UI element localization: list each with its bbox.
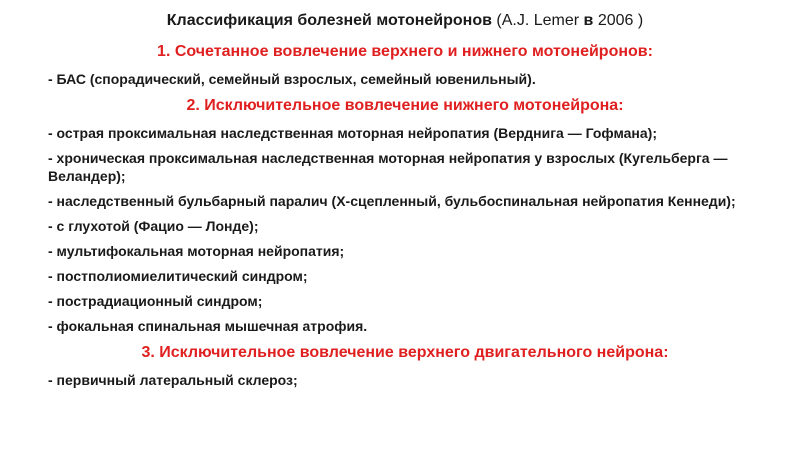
list-item: - первичный латеральный склероз; — [48, 372, 298, 388]
section-heading-1: 1. Сочетанное вовлечение верхнего и нижнего мотонейронов: — [157, 43, 653, 60]
list-item: - наследственный бульбарный паралич (Х-сцепленный, бульбоспинальная нейропатия Кеннеди); — [48, 193, 736, 209]
list-item: - фокальная спинальная мышечная атрофия. — [48, 318, 368, 334]
list-item: - постполиомиелитический синдром; — [48, 268, 308, 284]
title-main: Классификация болезней мотонейронов — [166, 12, 492, 29]
list-item: - с глухотой (Фацио — Лонде); — [48, 218, 259, 234]
section-heading-2: 2. Исключительное вовлечение нижнего мотонейрона: — [186, 97, 624, 114]
list-item: - БАС (спорадический, семейный взрослых, семейный ювенильный). — [48, 71, 536, 87]
list-item: - острая проксимальная наследственная моторная нейропатия (Верднига — Гофмана); — [48, 125, 657, 141]
title-in: в — [583, 12, 594, 29]
title-author: (A.J. Lemer — [496, 12, 580, 29]
section-heading-3: 3. Исключительное вовлечение верхнего двигательного нейрона: — [141, 344, 669, 361]
slide-title — [48, 10, 762, 32]
list-item: - мультифокальная моторная нейропатия; — [48, 243, 345, 259]
title-year: 2006 ) — [597, 12, 644, 29]
list-item: - хроническая проксимальная наследственная моторная нейропатия у взрослых (Кугельберга — Веландер); — [48, 150, 728, 184]
list-item: - пострадиационный синдром; — [48, 293, 263, 309]
